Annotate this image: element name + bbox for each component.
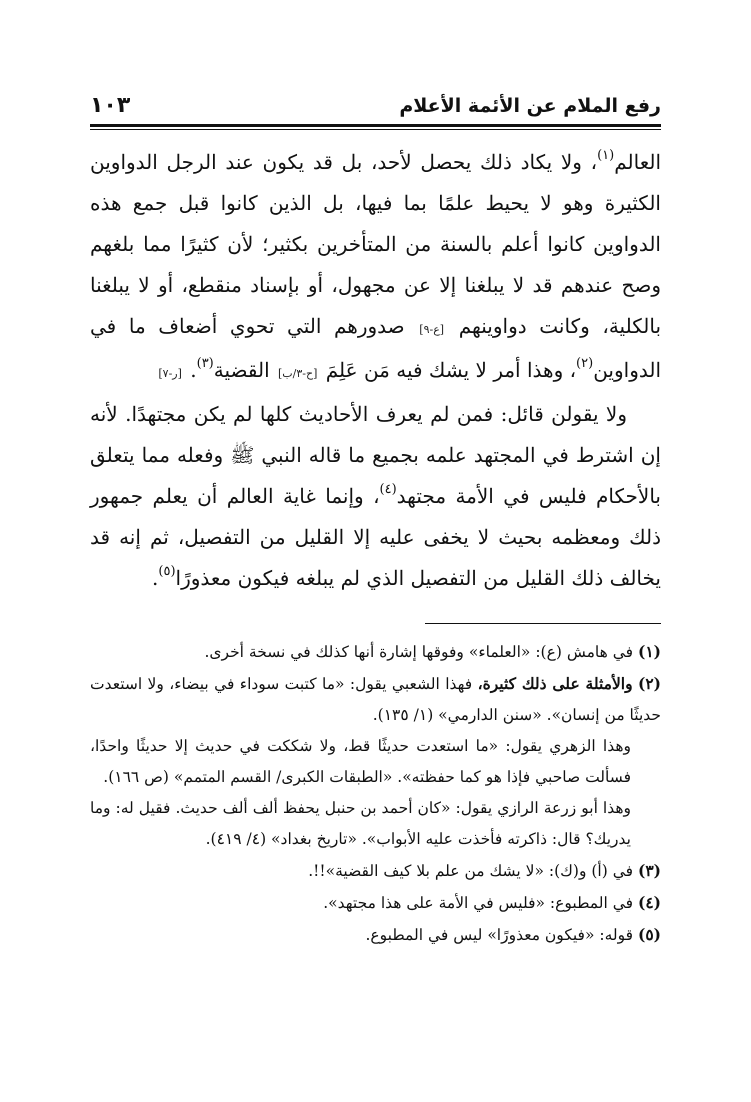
text-run: . (152, 566, 159, 590)
footnote-number: (١) (637, 642, 661, 661)
text-run: صدورهم التي تحوي أضعاف ما في الدواوين (90, 314, 661, 382)
running-title: رفع الملام عن الأئمة الأعلام (399, 95, 661, 117)
footnote-2 (90, 668, 661, 731)
manuscript-reference: [ع-٩] (419, 323, 445, 336)
page-header (90, 86, 661, 120)
page-number: ١٠٣ (90, 93, 131, 118)
paragraph-2 (90, 394, 661, 599)
text-run: العالم (614, 150, 661, 174)
footnote-number: (٢) (637, 674, 661, 693)
header-rule (90, 124, 661, 127)
footnote-3 (90, 855, 661, 887)
footnote-1 (90, 636, 661, 668)
footnote-number: (٤) (637, 893, 661, 912)
main-text (90, 142, 661, 599)
footnote-marker-2[interactable]: (٢) (576, 356, 594, 371)
text-run: ، وهذا أمر لا يشك فيه مَن عَلِمَ (325, 358, 577, 382)
footnote-text: في المطبوع: «فليس في الأمة على هذا مجتهد». (323, 894, 634, 912)
paragraph-1 (90, 142, 661, 394)
footnote-2-zuhri: وهذا الزهري يقول: «ما استعدت حديثًا قط، ولا شككت في حديث إلا حديثًا واحدًا، فسألت صاحبي فإذا هو كما حفظته». «الطبقات الكبرى/ القسم المتمم» (ص ١٦٦). (90, 737, 631, 786)
footnote-lead: والأمثلة على ذلك كثيرة، (477, 674, 633, 693)
footnote-2-razi: وهذا أبو زرعة الرازي يقول: «كان أحمد بن حنبل يحفظ ألف ألف حديث. فقيل له: وما يدريك؟ قال: ذاكرته فأخذت عليه الأبواب». «تاريخ بغداد» (٤/ ٤١٩). (90, 799, 631, 848)
footnote-text: فهذا الشعبي يقول: «ما كتبت سوداء في بيضاء، ولا استعدت حديثًا من إنسان». «سنن الدارمي» (١/ ١٣٥). (90, 675, 661, 724)
footnote-text: قوله: «فيكون معذورًا» ليس في المطبوع. (365, 926, 634, 944)
manuscript-reference: [ح-٣/ب] (277, 367, 318, 380)
text-run: . (190, 358, 197, 382)
footnotes (90, 636, 661, 951)
footnote-marker-4[interactable]: (٤) (379, 482, 397, 497)
text-run: ولا يقولن قائل: فمن لم يعرف الأحاديث كلها لم يكن مجتهدًا. لأنه إن اشترط في المجتهد علمه بجميع ما قاله النبي ﷺ وفعله مما يتعلق بالأحكام فليس في الأمة مجتهد (90, 402, 661, 508)
text-run: القضية (213, 358, 270, 382)
footnote-text: في هامش (ع): «العلماء» وفوقها إشارة أنها كذلك في نسخة أخرى. (204, 643, 634, 661)
footnote-marker-1[interactable]: (١) (597, 148, 615, 163)
footnote-marker-3[interactable]: (٣) (196, 356, 214, 371)
footnote-number: (٥) (637, 925, 661, 944)
footnote-5 (90, 919, 661, 951)
footnote-text: في (أ) و(ك): «لا يشك من علم بلا كيف القضية»!!. (308, 862, 634, 880)
footnote-4 (90, 887, 661, 919)
footnote-number: (٣) (637, 861, 661, 880)
footnote-marker-5[interactable]: (٥) (158, 564, 176, 579)
text-run: ، وإنما غاية العالم أن يعلم جمهور ذلك ومعظمه بحيث لا يخفى عليه إلا القليل من التفصيل، ثم إنه قد يخالف ذلك القليل من التفصيل الذي لم يبلغه فيكون معذورًا (90, 484, 661, 590)
text-run: ، ولا يكاد ذلك يحصل لأحد، بل قد يكون عند الرجل الدواوين الكثيرة وهو لا يحيط علمًا بما فيها، بل الذين كانوا قبل جمع هذه الدواوين كانوا أعلم بالسنة من المتأخرين بكثير؛ لأن كثيرًا مما بلغهم وصح عندهم قد لا يبلغنا إلا عن مجهول، أو بإسناد منقطع، أو لا يبلغنا بالكلية، وكانت دواوينهم (90, 150, 662, 338)
footnote-separator (425, 623, 661, 624)
manuscript-reference: [ر-٧] (158, 367, 182, 380)
